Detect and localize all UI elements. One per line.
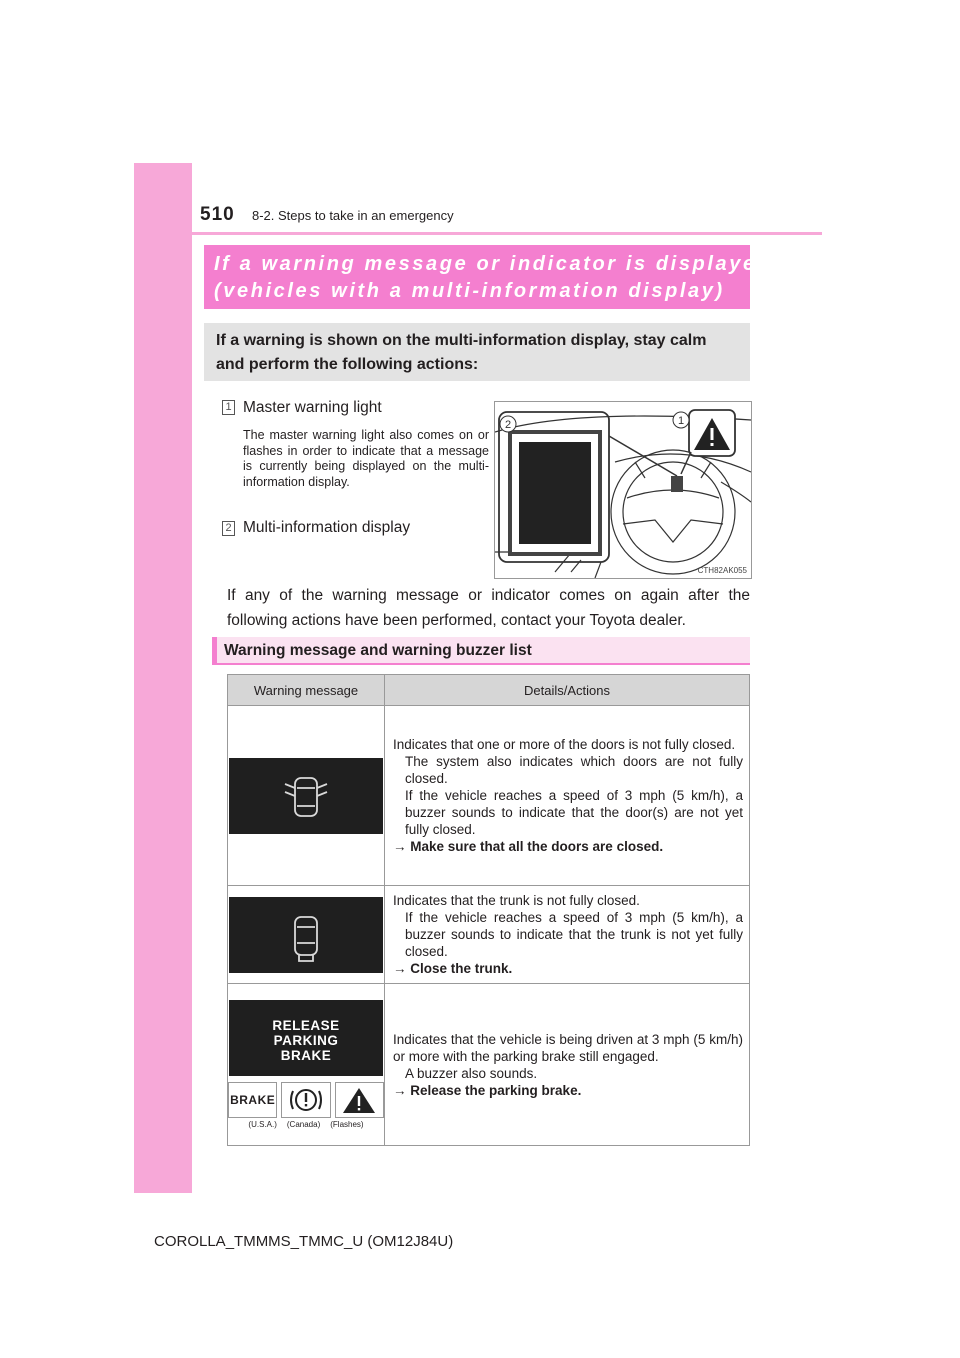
chapter-tab-band xyxy=(134,163,192,1193)
dashboard-illustration xyxy=(494,401,752,579)
row2-line1: Indicates that the trunk is not fully closed. xyxy=(393,893,640,908)
item-marker-1: 1 xyxy=(222,400,235,415)
item-marker-2: 2 xyxy=(222,521,235,536)
callout-1: 1 xyxy=(677,415,685,427)
table-row xyxy=(228,886,750,984)
page-number: 510 xyxy=(200,204,235,225)
door-open-screen xyxy=(229,758,383,834)
footer-code: COROLLA_TMMMS_TMMC_U (OM12J84U) xyxy=(154,1233,454,1250)
chapter-title: 8-2. Steps to take in an emergency xyxy=(252,208,454,223)
row1-line3: If the vehicle reaches a speed of 3 mph (5 km/h), a buzzer sounds to indicate that the door(s) are not yet fully closed. xyxy=(405,788,743,837)
section-banner xyxy=(204,245,772,309)
item-title-master-warning: Master warning light xyxy=(243,399,382,416)
screen-line1: RELEASE xyxy=(272,1018,340,1033)
row3-action: → Release the parking brake. xyxy=(393,1082,582,1098)
screen-line2: PARKING xyxy=(273,1033,339,1048)
row2-action: → Close the trunk. xyxy=(393,961,513,976)
caption-canada: (Canada) xyxy=(286,1120,321,1129)
subsection-title: Warning message and warning buzzer list xyxy=(224,642,532,659)
intro-line1: If a warning is shown on the multi-information display, stay calm xyxy=(216,332,707,349)
row1-line1: Indicates that one or more of the doors is not fully closed. xyxy=(393,737,736,752)
section-title-line2: (vehicles with a multi-information display) xyxy=(214,280,725,302)
row3-line2: A buzzer also sounds. xyxy=(405,1065,538,1081)
item-title-multi-info: Multi-information display xyxy=(243,519,411,536)
door-open-icon xyxy=(229,758,383,834)
table-row xyxy=(228,706,750,886)
caption-usa: (U.S.A.) xyxy=(248,1120,277,1129)
section-title-line1: If a warning message or indicator is displayed xyxy=(214,253,772,275)
caption-flashes: (Flashes) xyxy=(330,1120,364,1129)
subsection-heading xyxy=(212,637,750,665)
row3-line1: Indicates that the vehicle is being driven at 3 mph (5 km/h) or more with the parking brake still engaged. xyxy=(393,1031,743,1064)
master-warning-flashes-icon xyxy=(335,1082,384,1118)
body-paragraph: If any of the warning message or indicator comes on again after the following actions have been performed, contact your Toyota dealer. xyxy=(227,587,750,629)
header-rule xyxy=(192,232,822,235)
trunk-open-screen xyxy=(229,897,383,973)
release-parking-brake-screen xyxy=(229,1000,383,1076)
row1-line2: The system also indicates which doors are not fully closed. xyxy=(405,754,743,786)
warning-table xyxy=(227,674,750,1146)
row1-action: → Make sure that all the doors are closed. xyxy=(393,839,664,854)
screen-line3: BRAKE xyxy=(280,1048,332,1063)
brake-usa-icon: BRAKE xyxy=(228,1082,277,1118)
table-row xyxy=(228,984,750,1146)
item-desc-master-warning: The master warning light also comes on or flashes in order to indicate that a message is currently being displayed on the multi-information display. xyxy=(243,428,489,489)
trunk-open-icon xyxy=(229,897,383,973)
brake-canada-icon xyxy=(281,1082,330,1118)
callout-2: 2 xyxy=(504,419,512,431)
intro-line2: and perform the following actions: xyxy=(216,356,479,373)
row2-line2: If the vehicle reaches a speed of 3 mph (5 km/h), a buzzer sounds to indicate that the trunk is not yet fully closed. xyxy=(405,910,743,959)
col-header-details: Details/Actions xyxy=(385,675,750,706)
col-header-message: Warning message xyxy=(228,675,385,706)
intro-box xyxy=(204,323,750,381)
figure-code: CTH82AK055 xyxy=(697,566,747,575)
